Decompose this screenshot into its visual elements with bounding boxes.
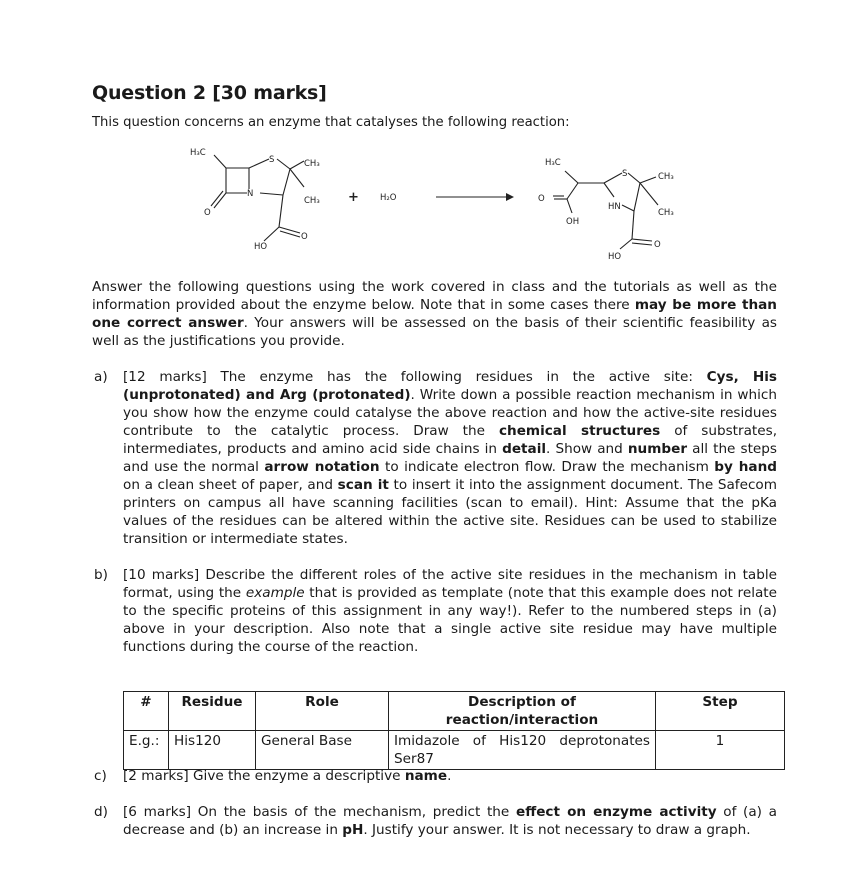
cell-role: General Base	[256, 731, 389, 770]
reaction-arrow	[506, 193, 514, 201]
question-a-text: [12 marks] The enzyme has the following residues in the active site: Cys, His (unprotonated) and Arg (protonated). Write down a possible reaction mechanism in which you show how the enzyme could catalyse the above reaction and how the active-site residues contribute to the catalytic process. Draw the chemical structures of substrates, intermediates, products and amino acid side chains in detail. Show and number all the steps and use the normal arrow notation to indicate electron flow. Draw the mechanism by hand on a clean sheet of paper, and scan it to insert it into the assignment document. The Safecom printers on campus all have scanning facilities (scan to email). Hint: Assume that the pKa values of the residues can be altered within the active site. Residues can be used to stabilize transition or intermediate states.	[123, 369, 778, 547]
product-o-acid: O	[654, 240, 661, 250]
reactant-s: S	[269, 155, 275, 165]
question-d	[94, 803, 777, 839]
question-title: Question 2 [30 marks]	[92, 82, 327, 104]
reactant-o: O	[204, 208, 211, 218]
header-step: Step	[656, 692, 785, 731]
reactant-ch3-bottom: CH₃	[304, 196, 320, 206]
header-residue: Residue	[169, 692, 256, 731]
question-c	[94, 767, 777, 785]
product-ch3-top: CH₃	[658, 172, 674, 182]
reactant-ho: HO	[254, 242, 268, 252]
reactant-n: N	[247, 189, 254, 199]
reactant-ch3-top: CH₃	[304, 159, 320, 169]
cell-residue: His120	[169, 731, 256, 770]
question-d-label: d)	[94, 804, 108, 820]
table-header-row	[124, 692, 785, 731]
product-o: O	[538, 194, 545, 204]
product-h3c: H₃C	[545, 158, 561, 168]
product-ho: HO	[608, 252, 622, 262]
reaction-scheme	[176, 133, 692, 268]
header-role: Role	[256, 692, 389, 731]
header-description: Description of reaction/interaction	[389, 692, 656, 731]
reactant-h3c: H₃C	[190, 148, 206, 158]
question-b	[94, 566, 777, 656]
roles-table	[123, 691, 785, 770]
product-hn: HN	[608, 202, 621, 212]
question-d-text: [6 marks] On the basis of the mechanism, predict the effect on enzyme activity of (a) a decrease and (b) an increase in pH. Justify your answer. It is not necessary to draw a graph.	[123, 804, 777, 838]
water-label: H₂O	[380, 193, 397, 203]
question-c-label: c)	[94, 768, 107, 784]
reactant-o-acid: O	[301, 232, 308, 242]
header-number: #	[124, 692, 169, 731]
question-a	[94, 368, 777, 548]
question-a-label: a)	[94, 369, 108, 385]
question-b-label: b)	[94, 567, 108, 583]
question-c-text: [2 marks] Give the enzyme a descriptive name.	[123, 768, 452, 784]
product-oh: OH	[566, 217, 580, 227]
intro-text: This question concerns an enzyme that catalyses the following reaction:	[92, 115, 570, 130]
cell-description: Imidazole of His120 deprotonates Ser87	[389, 731, 656, 770]
plus-sign: +	[348, 190, 359, 205]
cell-step: 1	[656, 731, 785, 770]
question-b-text: [10 marks] Describe the different roles of the active site residues in the mechanism in table format, using the example that is provided as template (note that this example does not relate to the specific proteins of this assignment in any way!). Refer to the numbered steps in (a) above in your description. Also note that a single active site residue may have multiple functions during the course of the reaction.	[123, 567, 777, 655]
product-s: S	[622, 169, 628, 179]
table-row	[124, 731, 785, 770]
product-ch3-bottom: CH₃	[658, 208, 674, 218]
instructions-paragraph: Answer the following questions using the work covered in class and the tutorials as well as the information provided about the enzyme below. Note that in some cases there may be more than one correct answer. Your answers will be assessed on the basis of their scientific feasibility as well as the justifications you provide.	[92, 279, 777, 349]
cell-number: E.g.:	[124, 731, 169, 770]
